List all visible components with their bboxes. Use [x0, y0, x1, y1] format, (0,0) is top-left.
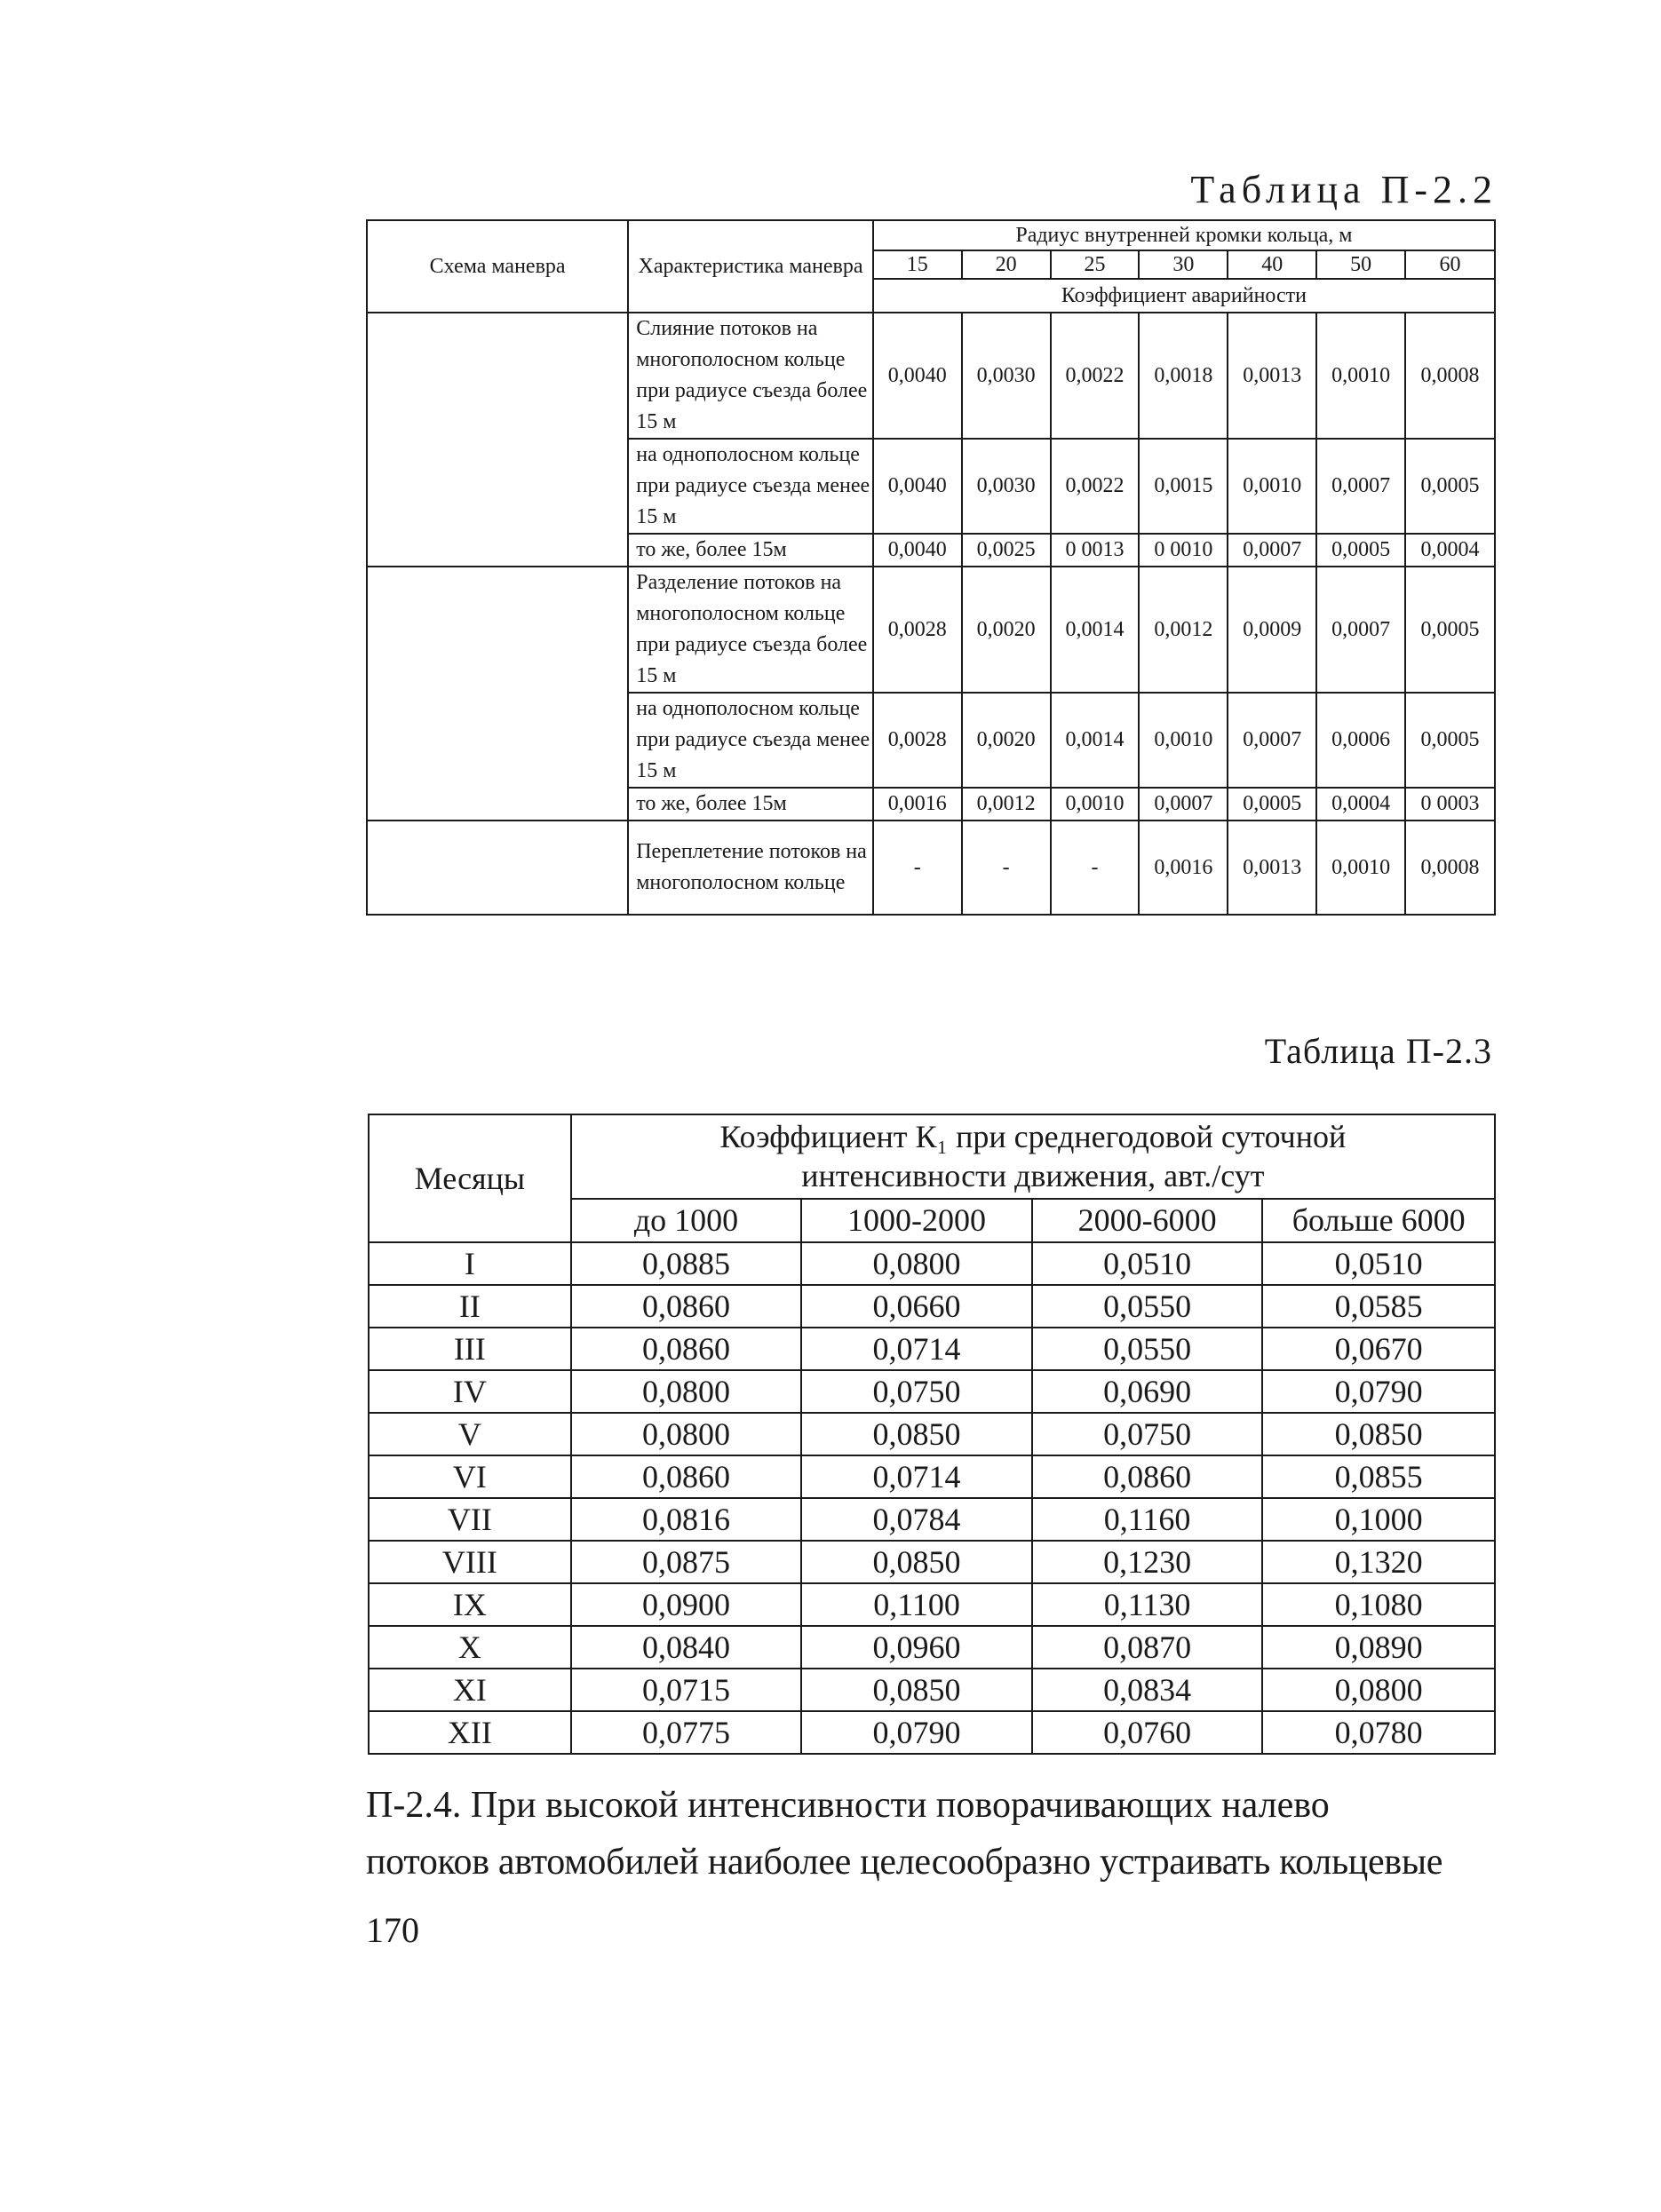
table-row — [367, 313, 1495, 439]
coef-k1-header-line2: интенсивности движения, авт./сут — [801, 1158, 1265, 1194]
col-months-header: Месяцы — [369, 1114, 571, 1242]
cell-value: 0,0040 — [873, 313, 962, 439]
table-row — [369, 1455, 1495, 1498]
month-cell: I — [369, 1242, 571, 1285]
radius-value: 20 — [962, 250, 1051, 279]
coef-k1-header-line1: Коэффициент К₁ при среднегодовой суточной — [719, 1119, 1347, 1155]
table-row — [369, 1413, 1495, 1455]
month-cell: XII — [369, 1711, 571, 1754]
cell-value: 0,0004 — [1316, 788, 1405, 821]
row-label: Переплетение потоков на многополосном кольце — [628, 821, 873, 915]
cell-value: 0,0005 — [1405, 439, 1495, 534]
cell-value: 0,0028 — [873, 567, 962, 693]
cell-value: 0,0007 — [1139, 788, 1228, 821]
cell-value: 0,0005 — [1405, 567, 1495, 693]
table-22 — [366, 219, 1496, 916]
cell-value: 0,0005 — [1316, 534, 1405, 567]
cell-value: 0,0790 — [1262, 1370, 1495, 1413]
row-label: Разделение потоков на многополосном кольце при радиусе съезда более 15 м — [628, 567, 873, 693]
table-row — [369, 1669, 1495, 1711]
row-label: то же, более 15м — [628, 788, 873, 821]
cell-value: 0,0875 — [571, 1541, 802, 1583]
cell-value: 0,0660 — [801, 1285, 1032, 1328]
cell-value: 0,0014 — [1051, 693, 1140, 788]
row-label: Слияние потоков на многополосном кольце при радиусе съезда более 15 м — [628, 313, 873, 439]
cell-value: 0,0007 — [1316, 439, 1405, 534]
month-cell: XI — [369, 1669, 571, 1711]
month-cell: III — [369, 1328, 571, 1370]
cell-value: 0,0800 — [571, 1413, 802, 1455]
cell-value: - — [1051, 821, 1140, 915]
cell-value: 0,0020 — [962, 693, 1051, 788]
cell-value: 0,0850 — [801, 1541, 1032, 1583]
cell-value: 0,0010 — [1139, 693, 1228, 788]
cell-value: 0,0013 — [1228, 313, 1316, 439]
cell-value: 0,0016 — [1139, 821, 1228, 915]
cell-value: 0,0005 — [1405, 693, 1495, 788]
cell-value: 0,0009 — [1228, 567, 1316, 693]
table-row — [369, 1328, 1495, 1370]
cell-value: 0,0012 — [1139, 567, 1228, 693]
radius-value: 25 — [1051, 250, 1140, 279]
radius-value: 30 — [1139, 250, 1228, 279]
cell-value: 0,0900 — [571, 1583, 802, 1626]
cell-value: 0,0010 — [1316, 313, 1405, 439]
radius-value: 40 — [1228, 250, 1316, 279]
cell-value: 0,0022 — [1051, 439, 1140, 534]
radius-value: 15 — [873, 250, 962, 279]
radius-value: 60 — [1405, 250, 1495, 279]
cell-value: 0,0008 — [1405, 821, 1495, 915]
cell-value: 0,0784 — [801, 1498, 1032, 1541]
cell-value: 0,0018 — [1139, 313, 1228, 439]
row-label: на однополосном кольце при радиусе съезда менее 15 м — [628, 439, 873, 534]
cell-value: 0,0040 — [873, 439, 962, 534]
scheme-cell — [367, 567, 628, 821]
cell-value: 0,0004 — [1405, 534, 1495, 567]
range-header: 2000-6000 — [1032, 1199, 1263, 1242]
cell-value: 0,0860 — [1032, 1455, 1263, 1498]
cell-value: 0,0885 — [571, 1242, 802, 1285]
month-cell: IX — [369, 1583, 571, 1626]
cell-value: 0,0010 — [1316, 821, 1405, 915]
cell-value: 0,0006 — [1316, 693, 1405, 788]
cell-value: 0,0550 — [1032, 1328, 1263, 1370]
coef-k1-header — [571, 1114, 1495, 1199]
table-row — [369, 1370, 1495, 1413]
cell-value: 0,0760 — [1032, 1711, 1263, 1754]
cell-value: 0,0007 — [1228, 693, 1316, 788]
cell-value: 0,0840 — [571, 1626, 802, 1669]
month-cell: VIII — [369, 1541, 571, 1583]
cell-value: 0,0670 — [1262, 1328, 1495, 1370]
table-22-title: Таблица П-2.2 — [1190, 168, 1498, 211]
table-23 — [368, 1114, 1496, 1755]
cell-value: 0,1080 — [1262, 1583, 1495, 1626]
cell-value: 0,0800 — [1262, 1669, 1495, 1711]
cell-value: 0,0890 — [1262, 1626, 1495, 1669]
col-char-header: Характеристика маневра — [628, 220, 873, 313]
range-header: до 1000 — [571, 1199, 802, 1242]
cell-value: 0,0007 — [1316, 567, 1405, 693]
cell-value: 0,0550 — [1032, 1285, 1263, 1328]
cell-value: 0,0510 — [1032, 1242, 1263, 1285]
cell-value: 0,1320 — [1262, 1541, 1495, 1583]
table-23-title: Таблица П-2.3 — [1264, 1031, 1492, 1071]
month-cell: IV — [369, 1370, 571, 1413]
cell-value: 0,0780 — [1262, 1711, 1495, 1754]
cell-value: 0,0714 — [801, 1455, 1032, 1498]
page-number: 170 — [366, 1910, 419, 1950]
cell-value: 0 0010 — [1139, 534, 1228, 567]
cell-value: 0,0750 — [801, 1370, 1032, 1413]
cell-value: 0 0013 — [1051, 534, 1140, 567]
cell-value: 0,0030 — [962, 439, 1051, 534]
cell-value: 0,0800 — [571, 1370, 802, 1413]
cell-value: 0,0585 — [1262, 1285, 1495, 1328]
cell-value: 0,0014 — [1051, 567, 1140, 693]
month-cell: V — [369, 1413, 571, 1455]
cell-value: 0,0714 — [801, 1328, 1032, 1370]
cell-value: 0,0750 — [1032, 1413, 1263, 1455]
cell-value: 0,0008 — [1405, 313, 1495, 439]
cell-value: 0,0834 — [1032, 1669, 1263, 1711]
cell-value: 0,0775 — [571, 1711, 802, 1754]
cell-value: 0,0030 — [962, 313, 1051, 439]
table-row — [369, 1498, 1495, 1541]
table-row — [367, 821, 1495, 915]
table-row — [369, 1242, 1495, 1285]
cell-value: 0,0855 — [1262, 1455, 1495, 1498]
cell-value: 0,0870 — [1032, 1626, 1263, 1669]
row-label: то же, более 15м — [628, 534, 873, 567]
cell-value: 0,0012 — [962, 788, 1051, 821]
paragraph-line-1: П-2.4. При высокой интенсивности поворачивающих налево — [366, 1785, 1330, 1826]
cell-value: 0,0016 — [873, 788, 962, 821]
cell-value: 0,0960 — [801, 1626, 1032, 1669]
month-cell: X — [369, 1626, 571, 1669]
row-label: на однополосном кольце при радиусе съезда менее 15 м — [628, 693, 873, 788]
cell-value: 0,1130 — [1032, 1583, 1263, 1626]
scheme-cell — [367, 821, 628, 915]
radius-header: Радиус внутренней кромки кольца, м — [873, 220, 1495, 250]
cell-value: - — [962, 821, 1051, 915]
coef-header: Коэффициент аварийности — [873, 279, 1495, 313]
cell-value: 0 0003 — [1405, 788, 1495, 821]
radius-value: 50 — [1316, 250, 1405, 279]
month-cell: VI — [369, 1455, 571, 1498]
range-header: 1000-2000 — [801, 1199, 1032, 1242]
cell-value: 0,1230 — [1032, 1541, 1263, 1583]
cell-value: 0,0790 — [801, 1711, 1032, 1754]
cell-value: 0,0850 — [801, 1413, 1032, 1455]
cell-value: 0,0860 — [571, 1285, 802, 1328]
table-row — [369, 1285, 1495, 1328]
cell-value: 0,0005 — [1228, 788, 1316, 821]
cell-value: 0,0860 — [571, 1455, 802, 1498]
cell-value: 0,0010 — [1051, 788, 1140, 821]
cell-value: 0,0715 — [571, 1669, 802, 1711]
cell-value: 0,0015 — [1139, 439, 1228, 534]
cell-value: 0,0040 — [873, 534, 962, 567]
scheme-cell — [367, 313, 628, 567]
cell-value: 0,1000 — [1262, 1498, 1495, 1541]
cell-value: 0,0860 — [571, 1328, 802, 1370]
month-cell: VII — [369, 1498, 571, 1541]
cell-value: 0,0850 — [801, 1669, 1032, 1711]
cell-value: 0,0690 — [1032, 1370, 1263, 1413]
cell-value: 0,0013 — [1228, 821, 1316, 915]
cell-value: 0,0022 — [1051, 313, 1140, 439]
table-row — [369, 1541, 1495, 1583]
cell-value: 0,0020 — [962, 567, 1051, 693]
table-row — [369, 1583, 1495, 1626]
cell-value: 0,1100 — [801, 1583, 1032, 1626]
cell-value: 0,0028 — [873, 693, 962, 788]
paragraph-line-2: потоков автомобилей наиболее целесообразно устраивать кольцевые — [366, 1842, 1443, 1883]
col-scheme-header: Схема маневра — [367, 220, 628, 313]
cell-value: 0,0850 — [1262, 1413, 1495, 1455]
table-row — [367, 567, 1495, 693]
cell-value: 0,0007 — [1228, 534, 1316, 567]
range-header: больше 6000 — [1262, 1199, 1495, 1242]
month-cell: II — [369, 1285, 571, 1328]
table-row — [369, 1711, 1495, 1754]
cell-value: 0,0025 — [962, 534, 1051, 567]
cell-value: 0,1160 — [1032, 1498, 1263, 1541]
cell-value: 0,0010 — [1228, 439, 1316, 534]
table-row — [369, 1626, 1495, 1669]
cell-value: - — [873, 821, 962, 915]
cell-value: 0,0816 — [571, 1498, 802, 1541]
cell-value: 0,0800 — [801, 1242, 1032, 1285]
cell-value: 0,0510 — [1262, 1242, 1495, 1285]
table-23-body — [369, 1242, 1495, 1754]
